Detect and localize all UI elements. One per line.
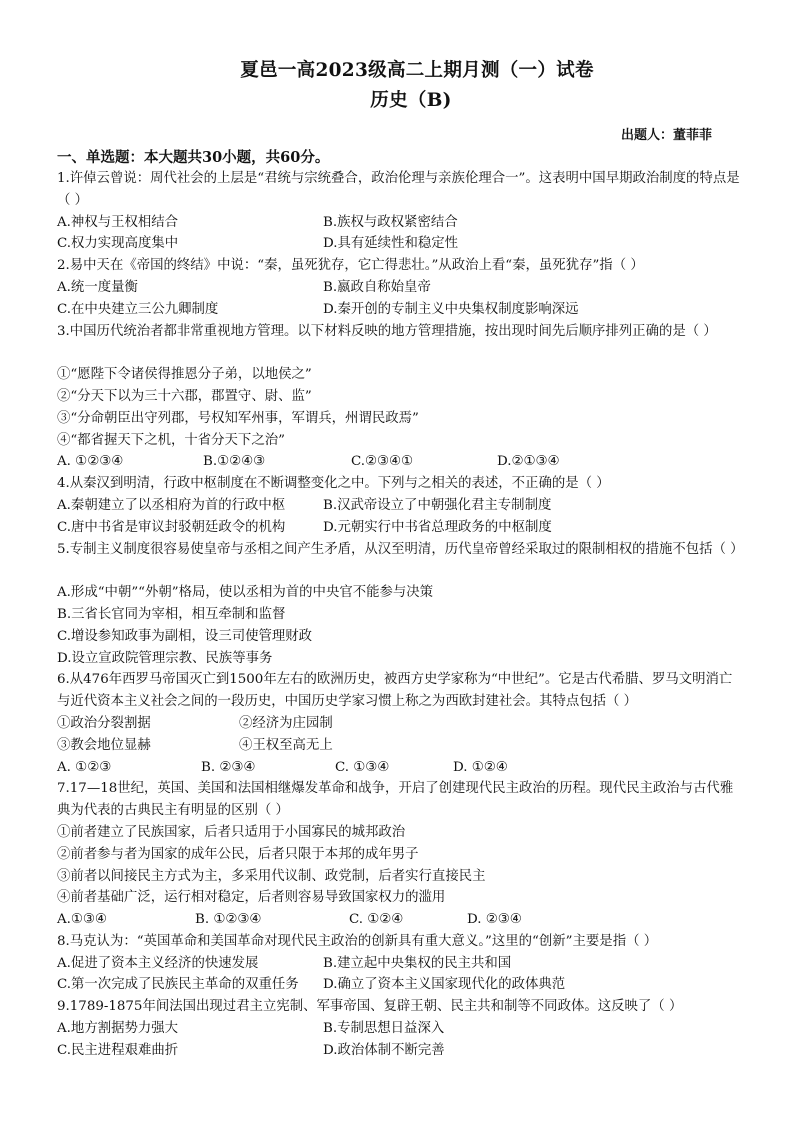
options-row	[57, 517, 742, 539]
question-stem: 7.17—18世纪，英国、美国和法国相继爆发革命和战争，开启了创建现代民主政治的历程。现代民主政治与古代雅典为代表的古典民主有明显的区别（ ）	[57, 781, 734, 819]
option: A.地方割据势力强大	[57, 1021, 179, 1037]
option: D.元朝实行中书省总理政务的中枢制度	[323, 519, 552, 535]
question-stem: 3.中国历代统治者都非常重视地方管理。以下材料反映的地方管理措施，按出现时间先后顺序排列正确的是（ ）	[57, 323, 717, 339]
options-row	[57, 495, 742, 517]
option: D.具有延续性和稳定性	[323, 236, 459, 252]
option: B.嬴政自称始皇帝	[323, 279, 431, 295]
option: C.②③④①	[351, 454, 414, 470]
question-stem: 9.1789-1875年间法国出现过君主立宪制、军事帝国、复辟王朝、民主共和制等不同政体。这反映了（ ）	[57, 999, 683, 1015]
question-list	[57, 168, 742, 1062]
section-heading: 一、单选题：本大题共30小题，共60分。	[57, 149, 330, 166]
options-row	[57, 233, 742, 255]
exam-title: 夏邑一高2023级高二上期月测（一）试卷	[240, 60, 594, 81]
options-row	[57, 953, 742, 975]
options-row	[57, 1040, 742, 1062]
options-row	[57, 909, 742, 931]
option: B.三省长官同为宰相，相互牵制和监督	[57, 606, 286, 622]
options-row	[57, 299, 742, 321]
options-row	[57, 757, 742, 779]
option: C.第一次完成了民族民主革命的双重任务	[57, 977, 299, 993]
option: C.在中央建立三公九卿制度	[57, 301, 219, 317]
option: B.族权与政权紧密结合	[323, 214, 458, 230]
option: A.神权与王权相结合	[57, 214, 179, 230]
options-row	[57, 451, 742, 473]
material-item: ②经济为庄园制	[239, 715, 333, 731]
material-item: ③前者以间接民主方式为主，多采用代议制、政党制，后者实行直接民主	[57, 868, 486, 884]
options-row	[57, 1018, 742, 1040]
options-row	[57, 974, 742, 996]
option: A. ①②③④	[57, 454, 124, 470]
material-item: ①政治分裂割据	[57, 715, 151, 731]
material-item: ④王权至高无上	[239, 737, 333, 753]
items-row	[57, 713, 742, 735]
option: C.唐中书省是审议封驳朝廷政令的机构	[57, 519, 286, 535]
option: A.统一度量衡	[57, 279, 138, 295]
option: B.①②④③	[203, 454, 266, 470]
options-row	[57, 212, 742, 234]
question-stem: 5.专制主义制度很容易使皇帝与丞相之间产生矛盾，从汉至明清，历代皇帝曾经采取过的限制相权的措施不包括（ ）	[57, 541, 744, 557]
question-stem: 6.从476年西罗马帝国灭亡到1500年左右的欧洲历史，被西方史学家称为“中世纪”。它是古代希腊、罗马文明消亡与近代资本主义社会之间的一段历史，中国历史学家习惯上称之为西欧封建社会。其特点包括（ ）	[57, 672, 733, 710]
option: B. ①②③④	[195, 912, 262, 928]
option: D.②①③④	[497, 454, 560, 470]
material-item: ②“分天下以为三十六郡，郡置守、尉、监”	[57, 388, 312, 404]
question-stem: 2.易中天在《帝国的终结》中说：“秦，虽死犹存，它亡得悲壮。”从政治上看“秦，虽死犹存”指（ ）	[57, 258, 644, 274]
option: A. ①②③	[57, 759, 112, 775]
material-item: ③教会地位显赫	[57, 737, 151, 753]
options-row	[57, 277, 742, 299]
option: B.建立起中央集权的民主共和国	[323, 955, 512, 971]
material-item: ①“愿陛下令诸侯得推恩分子弟，以地侯之”	[57, 367, 312, 383]
option: B. ②③④	[201, 759, 256, 775]
option: C. ①③④	[335, 759, 390, 775]
option: C. ①②④	[349, 912, 404, 928]
author-label: 出题人：董菲菲	[620, 128, 712, 143]
option: A.促进了资本主义经济的快速发展	[57, 955, 259, 971]
option: D.确立了资本主义国家现代化的政体典范	[323, 977, 566, 993]
option: A.①③④	[57, 912, 107, 928]
question-stem: 4.从秦汉到明清，行政中枢制度在不断调整变化之中。下列与之相关的表述，不正确的是（ ）	[57, 476, 610, 492]
material-item: ②前者参与者为国家的成年公民，后者只限于本邦的成年男子	[57, 846, 419, 862]
material-item: ①前者建立了民族国家，后者只适用于小国寡民的城邦政治	[57, 824, 406, 840]
option: C.增设参知政事为副相，设三司使管理财政	[57, 628, 313, 644]
material-item: ③“分命朝臣出守列郡，号权知军州事，军谓兵，州谓民政焉”	[57, 410, 419, 426]
option: D. ①②④	[453, 759, 508, 775]
option: D.秦开创的专制主义中央集权制度影响深远	[323, 301, 579, 317]
exam-subtitle: 历史（B)	[370, 90, 452, 111]
items-row	[57, 735, 742, 757]
option: D.设立宣政院管理宗教、民族等事务	[57, 650, 273, 666]
option: C.民主进程艰难曲折	[57, 1042, 179, 1058]
question-stem: 8.马克认为：“英国革命和美国革命对现代民主政治的创新具有重大意义。”这里的“创新”主要是指（ ）	[57, 933, 658, 949]
option: C.权力实现高度集中	[57, 236, 179, 252]
option: D. ②③④	[467, 912, 522, 928]
option: A.形成“中朝”“外朝”格局，使以丞相为首的中央官不能参与决策	[57, 585, 434, 601]
question-stem: 1.许倬云曾说：周代社会的上层是“君统与宗统叠合，政治伦理与亲族伦理合一”。这表明中国早期政治制度的特点是（ ）	[57, 171, 740, 208]
material-item: ④“都省握天下之机，十省分天下之治”	[57, 432, 285, 448]
option: B.专制思想日益深入	[323, 1021, 445, 1037]
option: B.汉武帝设立了中朝强化君主专制制度	[323, 497, 552, 513]
option: D.政治体制不断完善	[323, 1042, 445, 1058]
material-item: ④前者基础广泛，运行相对稳定，后者则容易导致国家权力的滥用	[57, 890, 446, 906]
option: A.秦朝建立了以丞相府为首的行政中枢	[57, 497, 286, 513]
